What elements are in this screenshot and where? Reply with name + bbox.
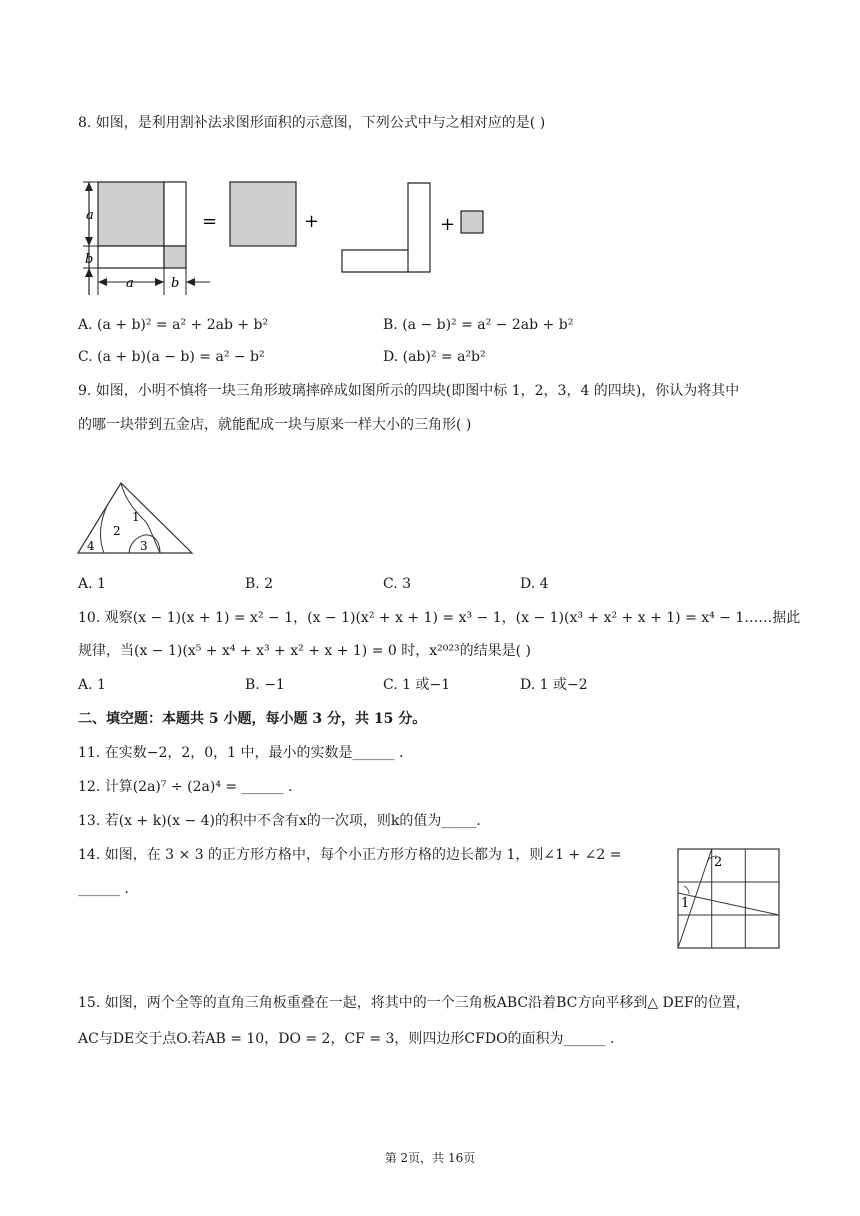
q14-stem-line2: ______ . — [78, 881, 129, 897]
q8-option-d[interactable]: D. (ab)² = a²b² — [383, 349, 486, 365]
q8-label-a-vertical: a — [86, 208, 94, 223]
q10-stem-line2: 规律，当(x − 1)(x⁵ + x⁴ + x³ + x² + x + 1) = 0 时，x²⁰²³的结果是( ) — [78, 643, 531, 659]
q8-option-a[interactable]: A. (a + b)² = a² + 2ab + b² — [78, 317, 269, 333]
q9-option-b[interactable]: B. 2 — [245, 576, 274, 592]
q14-angle-label-2: 2 — [714, 855, 723, 870]
q8-l-shape — [342, 183, 430, 272]
q10-option-b[interactable]: B. −1 — [245, 677, 285, 693]
q8-label-b-horizontal: b — [171, 276, 180, 291]
section2-title: 二、填空题：本题共 5 小题，每小题 3 分，共 15 分。 — [78, 711, 427, 727]
q9-label-4: 4 — [87, 539, 95, 553]
q8-stem: 8. 如图，是利用割补法求图形面积的示意图，下列公式中与之相对应的是( ) — [78, 115, 546, 131]
q9-option-c[interactable]: C. 3 — [383, 576, 412, 592]
q15-stem-line2: AC与DE交于点O.若AB = 10，DO = 2，CF = 3，则四边形CFDO的面积为______ . — [78, 1031, 615, 1047]
page-footer: 第 2页，共 16页 — [384, 1151, 476, 1165]
q14-grid-figure — [677, 848, 781, 950]
q12-text: 12. 计算(2a)⁷ ÷ (2a)⁴ = ______ . — [78, 779, 293, 795]
q8-bottom-strip — [98, 246, 164, 268]
q8-option-c[interactable]: C. (a + b)(a − b) = a² − b² — [78, 349, 265, 365]
q15-stem-line1: 15. 如图，两个全等的直角三角板重叠在一起，将其中的一个三角板ABC沿着BC方向平移到△ DEF的位置， — [78, 995, 750, 1011]
q14-stem-line1: 14. 如图，在 3 × 3 的正方形方格中，每个小正方形方格的边长都为 1，则∠1 + ∠2 = — [78, 847, 622, 863]
q8-label-a-horizontal: a — [126, 276, 134, 291]
q9-stem-line1: 9. 如图，小明不慎将一块三角形玻璃摔碎成如图所示的四块(即图中标 1，2，3，4 的四块)，你认为将其中 — [78, 383, 740, 399]
q8-small-square-b — [164, 246, 186, 268]
q9-label-1: 1 — [132, 510, 140, 524]
q14-angle-label-1: 1 — [681, 896, 690, 911]
q10-option-a[interactable]: A. 1 — [78, 677, 106, 693]
q8-plus-sign-1: + — [304, 211, 320, 232]
q13-text: 13. 若(x + k)(x − 4)的积中不含有x的一次项，则k的值为_____. — [78, 813, 481, 829]
q9-option-a[interactable]: A. 1 — [78, 576, 106, 592]
q8-middle-square — [230, 182, 296, 246]
q9-label-2: 2 — [113, 524, 121, 538]
q8-figure — [78, 175, 498, 300]
q8-equals-sign: = — [202, 211, 218, 232]
q10-stem-line1: 10. 观察(x − 1)(x + 1) = x² − 1，(x − 1)(x² + x + 1) = x³ − 1，(x − 1)(x³ + x² + x + 1) = x⁴ − 1……据此 — [78, 610, 801, 626]
q8-right-strip — [164, 182, 186, 246]
q8-small-square-right — [461, 211, 483, 233]
q9-triangle-figure — [78, 480, 198, 556]
q8-plus-sign-2: + — [440, 214, 456, 235]
q8-option-b[interactable]: B. (a − b)² = a² − 2ab + b² — [383, 317, 574, 333]
q8-big-square-a — [98, 182, 164, 246]
q9-option-d[interactable]: D. 4 — [520, 576, 549, 592]
q8-label-b-vertical: b — [85, 252, 94, 267]
q11-text: 11. 在实数−2，2，0，1 中，最小的实数是______ . — [78, 745, 404, 761]
q10-option-c[interactable]: C. 1 或−1 — [383, 677, 451, 693]
q9-stem-line2: 的哪一块带到五金店，就能配成一块与原来一样大小的三角形( ) — [78, 417, 472, 433]
q9-label-3: 3 — [140, 539, 148, 553]
q10-option-d[interactable]: D. 1 或−2 — [520, 677, 588, 693]
